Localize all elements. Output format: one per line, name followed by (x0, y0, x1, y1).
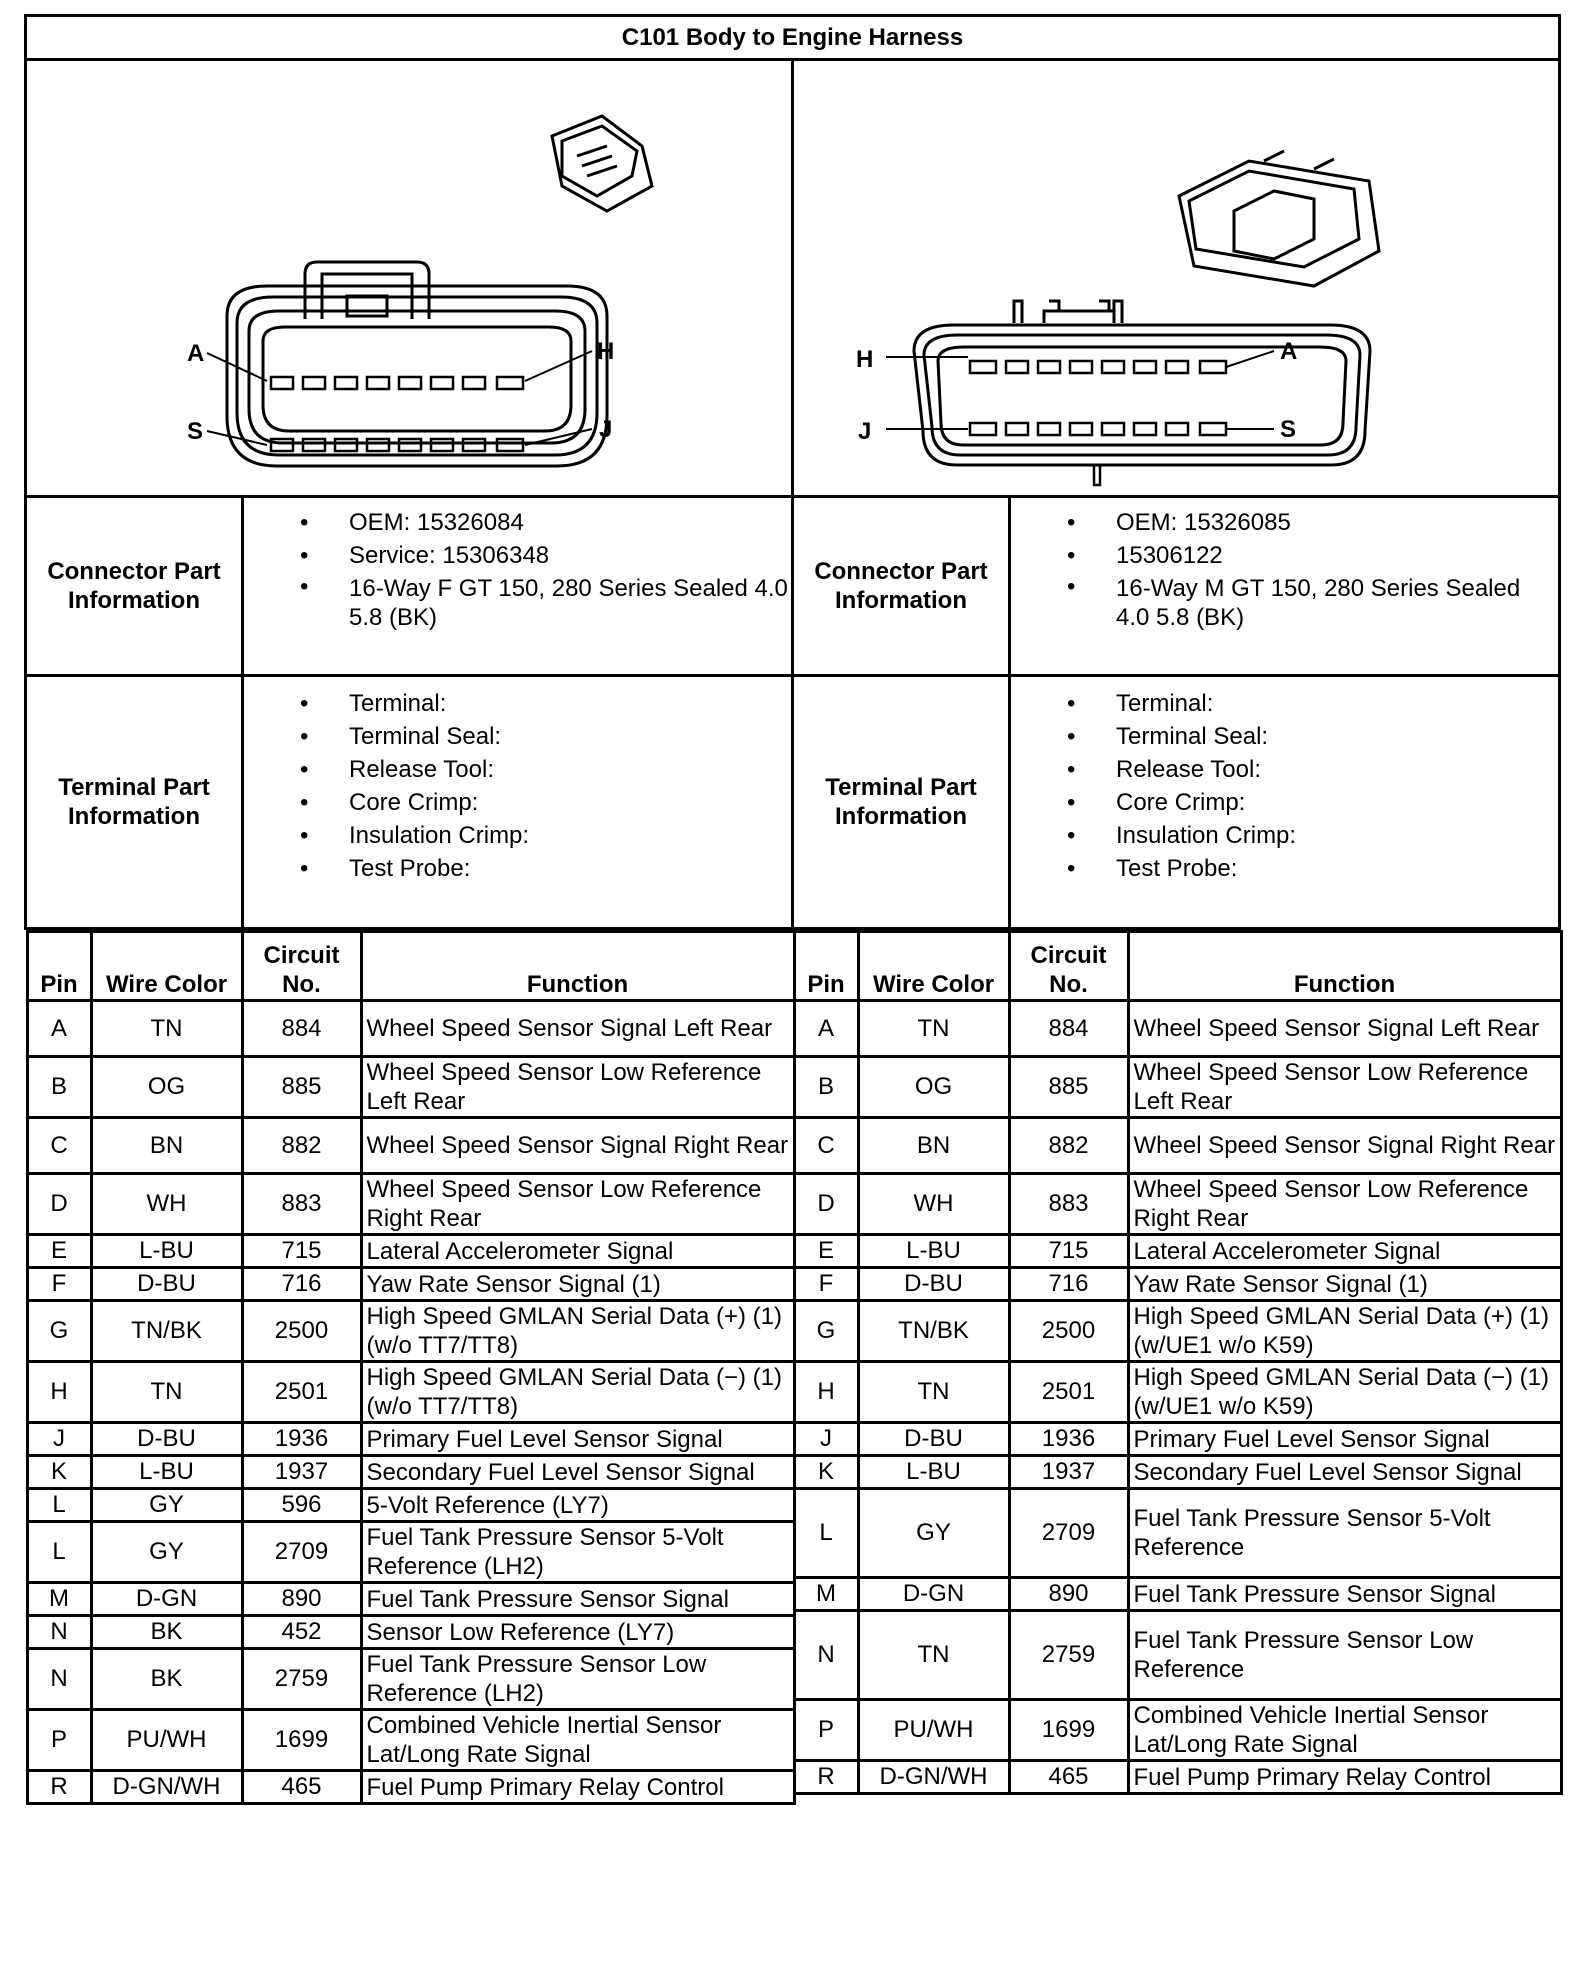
function-header: Function (361, 932, 794, 1001)
pin-cell: N (27, 1649, 91, 1710)
circuit-cell: 882 (1009, 1118, 1128, 1174)
function-cell: Wheel Speed Sensor Low Reference Left Rear (1128, 1057, 1561, 1118)
function-cell: Wheel Speed Sensor Signal Right Rear (361, 1118, 794, 1174)
connector-part-label: Connector Part Information (26, 497, 243, 676)
circuit-cell: 885 (242, 1057, 361, 1118)
wire-color-cell: D-BU (858, 1423, 1009, 1456)
male-pinout-table (793, 930, 1563, 1795)
circuit-cell: 2500 (1009, 1301, 1128, 1362)
circuit-cell: 1937 (1009, 1456, 1128, 1489)
table-row (794, 1611, 1561, 1700)
list-item: • 16-Way M GT 150, 280 Series Sealed 4.0 5.8 (BK) (1011, 572, 1558, 632)
connector-table (24, 14, 1561, 1805)
terminal-part-info (1010, 676, 1560, 929)
function-cell: Combined Vehicle Inertial Sensor Lat/Long Rate Signal (361, 1710, 794, 1771)
circuit-cell: 884 (242, 1001, 361, 1057)
connector-part-info (1010, 497, 1560, 676)
wire-color-cell: BN (91, 1118, 242, 1174)
table-row (27, 1057, 794, 1118)
pin-cell: M (27, 1583, 91, 1616)
pin-cell: R (794, 1761, 858, 1794)
pin-label-a: A (187, 340, 205, 367)
female-connector-drawing (26, 60, 793, 497)
table-row (27, 1118, 794, 1174)
wire-color-cell: L-BU (91, 1456, 242, 1489)
pin-cell: D (794, 1174, 858, 1235)
pin-cell: K (27, 1456, 91, 1489)
circuit-header: Circuit No. (242, 932, 361, 1001)
function-header: Function (1128, 932, 1561, 1001)
circuit-cell: 465 (1009, 1761, 1128, 1794)
table-row (794, 1235, 1561, 1268)
circuit-cell: 890 (1009, 1578, 1128, 1611)
wire-color-cell: GY (858, 1489, 1009, 1578)
function-cell: Combined Vehicle Inertial Sensor Lat/Long Rate Signal (1128, 1700, 1561, 1761)
pin-cell: B (794, 1057, 858, 1118)
circuit-cell: 885 (1009, 1057, 1128, 1118)
wire-color-cell: WH (91, 1174, 242, 1235)
wire-color-cell: TN (91, 1362, 242, 1423)
circuit-cell: 882 (242, 1118, 361, 1174)
wire-color-cell: BK (91, 1616, 242, 1649)
pin-label-j: J (858, 418, 872, 445)
circuit-cell: 715 (1009, 1235, 1128, 1268)
pin-header: Pin (27, 932, 91, 1001)
pin-label-h: H (856, 346, 874, 373)
pin-cell: C (27, 1118, 91, 1174)
list-item: • Release Tool: (1011, 753, 1558, 786)
table-row (27, 1001, 794, 1057)
table-row (27, 1771, 794, 1804)
pin-cell: E (794, 1235, 858, 1268)
wire-color-cell: PU/WH (858, 1700, 1009, 1761)
pin-cell: P (27, 1710, 91, 1771)
wire-color-cell: D-BU (91, 1268, 242, 1301)
function-cell: Wheel Speed Sensor Low Reference Right Rear (1128, 1174, 1561, 1235)
list-item: • Test Probe: (1011, 852, 1558, 885)
connector-sheet (24, 14, 1558, 1805)
wire-color-cell: BK (91, 1649, 242, 1710)
list-item: • Insulation Crimp: (244, 819, 791, 852)
list-item: • Terminal: (244, 687, 791, 720)
circuit-cell: 1936 (1009, 1423, 1128, 1456)
function-cell: Fuel Tank Pressure Sensor Signal (1128, 1578, 1561, 1611)
circuit-cell: 716 (1009, 1268, 1128, 1301)
pin-cell: J (794, 1423, 858, 1456)
pin-cell: J (27, 1423, 91, 1456)
function-cell: Wheel Speed Sensor Signal Left Rear (361, 1001, 794, 1057)
table-row (27, 1174, 794, 1235)
function-cell: High Speed GMLAN Serial Data (+) (1) (w/o TT7/TT8) (361, 1301, 794, 1362)
function-cell: Lateral Accelerometer Signal (1128, 1235, 1561, 1268)
function-cell: Fuel Tank Pressure Sensor 5-Volt Reference (1128, 1489, 1561, 1578)
pin-cell: L (794, 1489, 858, 1578)
list-item: • 16-Way F GT 150, 280 Series Sealed 4.0 5.8 (BK) (244, 572, 791, 632)
list-item: • Core Crimp: (1011, 786, 1558, 819)
list-item: • Terminal Seal: (1011, 720, 1558, 753)
table-row (27, 1301, 794, 1362)
terminal-part-label: Terminal Part Information (793, 676, 1010, 929)
wire-color-cell: D-BU (858, 1268, 1009, 1301)
right-pinout (793, 929, 1560, 1806)
circuit-cell: 715 (242, 1235, 361, 1268)
wire-color-header: Wire Color (858, 932, 1009, 1001)
wire-color-cell: GY (91, 1489, 242, 1522)
pin-cell: G (27, 1301, 91, 1362)
function-cell: Fuel Pump Primary Relay Control (361, 1771, 794, 1804)
wire-color-cell: OG (858, 1057, 1009, 1118)
list-item: • 15306122 (1011, 539, 1558, 572)
wire-color-cell: D-GN/WH (858, 1761, 1009, 1794)
function-cell: Wheel Speed Sensor Low Reference Left Rear (361, 1057, 794, 1118)
function-cell: Fuel Tank Pressure Sensor Signal (361, 1583, 794, 1616)
pin-cell: R (27, 1771, 91, 1804)
circuit-cell: 884 (1009, 1001, 1128, 1057)
list-item: • OEM: 15326085 (1011, 506, 1558, 539)
function-cell: Secondary Fuel Level Sensor Signal (1128, 1456, 1561, 1489)
list-item: • Terminal Seal: (244, 720, 791, 753)
table-row (27, 1423, 794, 1456)
wire-color-cell: D-GN (91, 1583, 242, 1616)
function-cell: Fuel Tank Pressure Sensor Low Reference (LH2) (361, 1649, 794, 1710)
male-connector-drawing (793, 60, 1560, 497)
table-row (794, 1057, 1561, 1118)
function-cell: Wheel Speed Sensor Low Reference Right Rear (361, 1174, 794, 1235)
wire-color-cell: TN/BK (858, 1301, 1009, 1362)
circuit-cell: 2709 (242, 1522, 361, 1583)
terminal-part-info (243, 676, 793, 929)
list-item: • Insulation Crimp: (1011, 819, 1558, 852)
function-cell: High Speed GMLAN Serial Data (−) (1) (w/UE1 w/o K59) (1128, 1362, 1561, 1423)
function-cell: Fuel Tank Pressure Sensor 5-Volt Reference (LH2) (361, 1522, 794, 1583)
function-cell: Primary Fuel Level Sensor Signal (1128, 1423, 1561, 1456)
pin-cell: F (794, 1268, 858, 1301)
table-row (794, 1423, 1561, 1456)
wire-color-header: Wire Color (91, 932, 242, 1001)
circuit-header: Circuit No. (1009, 932, 1128, 1001)
circuit-cell: 596 (242, 1489, 361, 1522)
table-row (794, 1456, 1561, 1489)
list-item: • Terminal: (1011, 687, 1558, 720)
wire-color-cell: D-BU (91, 1423, 242, 1456)
table-row (794, 1761, 1561, 1794)
function-cell: High Speed GMLAN Serial Data (+) (1) (w/UE1 w/o K59) (1128, 1301, 1561, 1362)
list-item: • Release Tool: (244, 753, 791, 786)
table-row (27, 1268, 794, 1301)
function-cell: 5-Volt Reference (LY7) (361, 1489, 794, 1522)
table-row (27, 1616, 794, 1649)
wire-color-cell: OG (91, 1057, 242, 1118)
pin-cell: L (27, 1522, 91, 1583)
pin-label-a: A (1280, 338, 1298, 365)
circuit-cell: 890 (242, 1583, 361, 1616)
wire-color-cell: D-GN/WH (91, 1771, 242, 1804)
pin-cell: G (794, 1301, 858, 1362)
pin-label-s: S (1280, 416, 1297, 443)
pin-cell: M (794, 1578, 858, 1611)
circuit-cell: 716 (242, 1268, 361, 1301)
pin-cell: C (794, 1118, 858, 1174)
pin-cell: B (27, 1057, 91, 1118)
wire-color-cell: TN (858, 1611, 1009, 1700)
table-row (794, 1268, 1561, 1301)
table-row (794, 1362, 1561, 1423)
wire-color-cell: L-BU (91, 1235, 242, 1268)
circuit-cell: 1936 (242, 1423, 361, 1456)
function-cell: Wheel Speed Sensor Signal Left Rear (1128, 1001, 1561, 1057)
connector-part-label: Connector Part Information (793, 497, 1010, 676)
table-row (794, 1578, 1561, 1611)
pin-cell: P (794, 1700, 858, 1761)
table-row (794, 1001, 1561, 1057)
pin-cell: D (27, 1174, 91, 1235)
wire-color-cell: D-GN (858, 1578, 1009, 1611)
left-pinout (26, 929, 793, 1806)
wire-color-cell: TN (858, 1362, 1009, 1423)
table-row (27, 1522, 794, 1583)
pin-cell: K (794, 1456, 858, 1489)
circuit-cell: 2500 (242, 1301, 361, 1362)
pin-cell: H (27, 1362, 91, 1423)
circuit-cell: 452 (242, 1616, 361, 1649)
function-cell: Wheel Speed Sensor Signal Right Rear (1128, 1118, 1561, 1174)
function-cell: Yaw Rate Sensor Signal (1) (361, 1268, 794, 1301)
list-item: • Test Probe: (244, 852, 791, 885)
table-row (794, 1118, 1561, 1174)
table-row (27, 1583, 794, 1616)
function-cell: Primary Fuel Level Sensor Signal (361, 1423, 794, 1456)
wire-color-cell: WH (858, 1174, 1009, 1235)
connector-part-info (243, 497, 793, 676)
table-row (794, 1700, 1561, 1761)
pin-label-j: J (599, 416, 613, 443)
wire-color-cell: PU/WH (91, 1710, 242, 1771)
function-cell: Secondary Fuel Level Sensor Signal (361, 1456, 794, 1489)
wire-color-cell: TN/BK (91, 1301, 242, 1362)
pin-cell: H (794, 1362, 858, 1423)
pin-cell: A (794, 1001, 858, 1057)
circuit-cell: 1937 (242, 1456, 361, 1489)
circuit-cell: 883 (242, 1174, 361, 1235)
function-cell: Sensor Low Reference (LY7) (361, 1616, 794, 1649)
function-cell: Fuel Tank Pressure Sensor Low Reference (1128, 1611, 1561, 1700)
pin-cell: F (27, 1268, 91, 1301)
list-item: • Service: 15306348 (244, 539, 791, 572)
circuit-cell: 883 (1009, 1174, 1128, 1235)
male-connector-face-icon (794, 61, 1558, 495)
table-row (27, 1456, 794, 1489)
wire-color-cell: L-BU (858, 1456, 1009, 1489)
pin-cell: N (794, 1611, 858, 1700)
pin-cell: N (27, 1616, 91, 1649)
female-pinout-table (26, 930, 796, 1805)
circuit-cell: 1699 (242, 1710, 361, 1771)
table-row (794, 1489, 1561, 1578)
table-row (794, 1174, 1561, 1235)
wire-color-cell: L-BU (858, 1235, 1009, 1268)
pin-label-s: S (187, 418, 204, 445)
function-cell: Fuel Pump Primary Relay Control (1128, 1761, 1561, 1794)
circuit-cell: 2759 (242, 1649, 361, 1710)
female-connector-3d-icon (552, 116, 652, 211)
page-title: C101 Body to Engine Harness (26, 16, 1560, 60)
pin-cell: L (27, 1489, 91, 1522)
pin-header: Pin (794, 932, 858, 1001)
table-row (27, 1489, 794, 1522)
table-row (794, 1301, 1561, 1362)
table-row (27, 1362, 794, 1423)
wire-color-cell: TN (91, 1001, 242, 1057)
function-cell: High Speed GMLAN Serial Data (−) (1) (w/o TT7/TT8) (361, 1362, 794, 1423)
function-cell: Yaw Rate Sensor Signal (1) (1128, 1268, 1561, 1301)
pin-cell: E (27, 1235, 91, 1268)
circuit-cell: 2501 (1009, 1362, 1128, 1423)
wire-color-cell: GY (91, 1522, 242, 1583)
circuit-cell: 2501 (242, 1362, 361, 1423)
table-row (27, 1235, 794, 1268)
table-row (27, 1710, 794, 1771)
terminal-part-label: Terminal Part Information (26, 676, 243, 929)
circuit-cell: 1699 (1009, 1700, 1128, 1761)
pin-cell: A (27, 1001, 91, 1057)
wire-color-cell: BN (858, 1118, 1009, 1174)
function-cell: Lateral Accelerometer Signal (361, 1235, 794, 1268)
wire-color-cell: TN (858, 1001, 1009, 1057)
list-item: • OEM: 15326084 (244, 506, 791, 539)
circuit-cell: 2759 (1009, 1611, 1128, 1700)
male-connector-3d-icon (1179, 151, 1379, 286)
list-item: • Core Crimp: (244, 786, 791, 819)
circuit-cell: 465 (242, 1771, 361, 1804)
female-connector-face-icon (27, 61, 791, 495)
table-row (27, 1649, 794, 1710)
pin-label-h: H (597, 338, 615, 365)
circuit-cell: 2709 (1009, 1489, 1128, 1578)
